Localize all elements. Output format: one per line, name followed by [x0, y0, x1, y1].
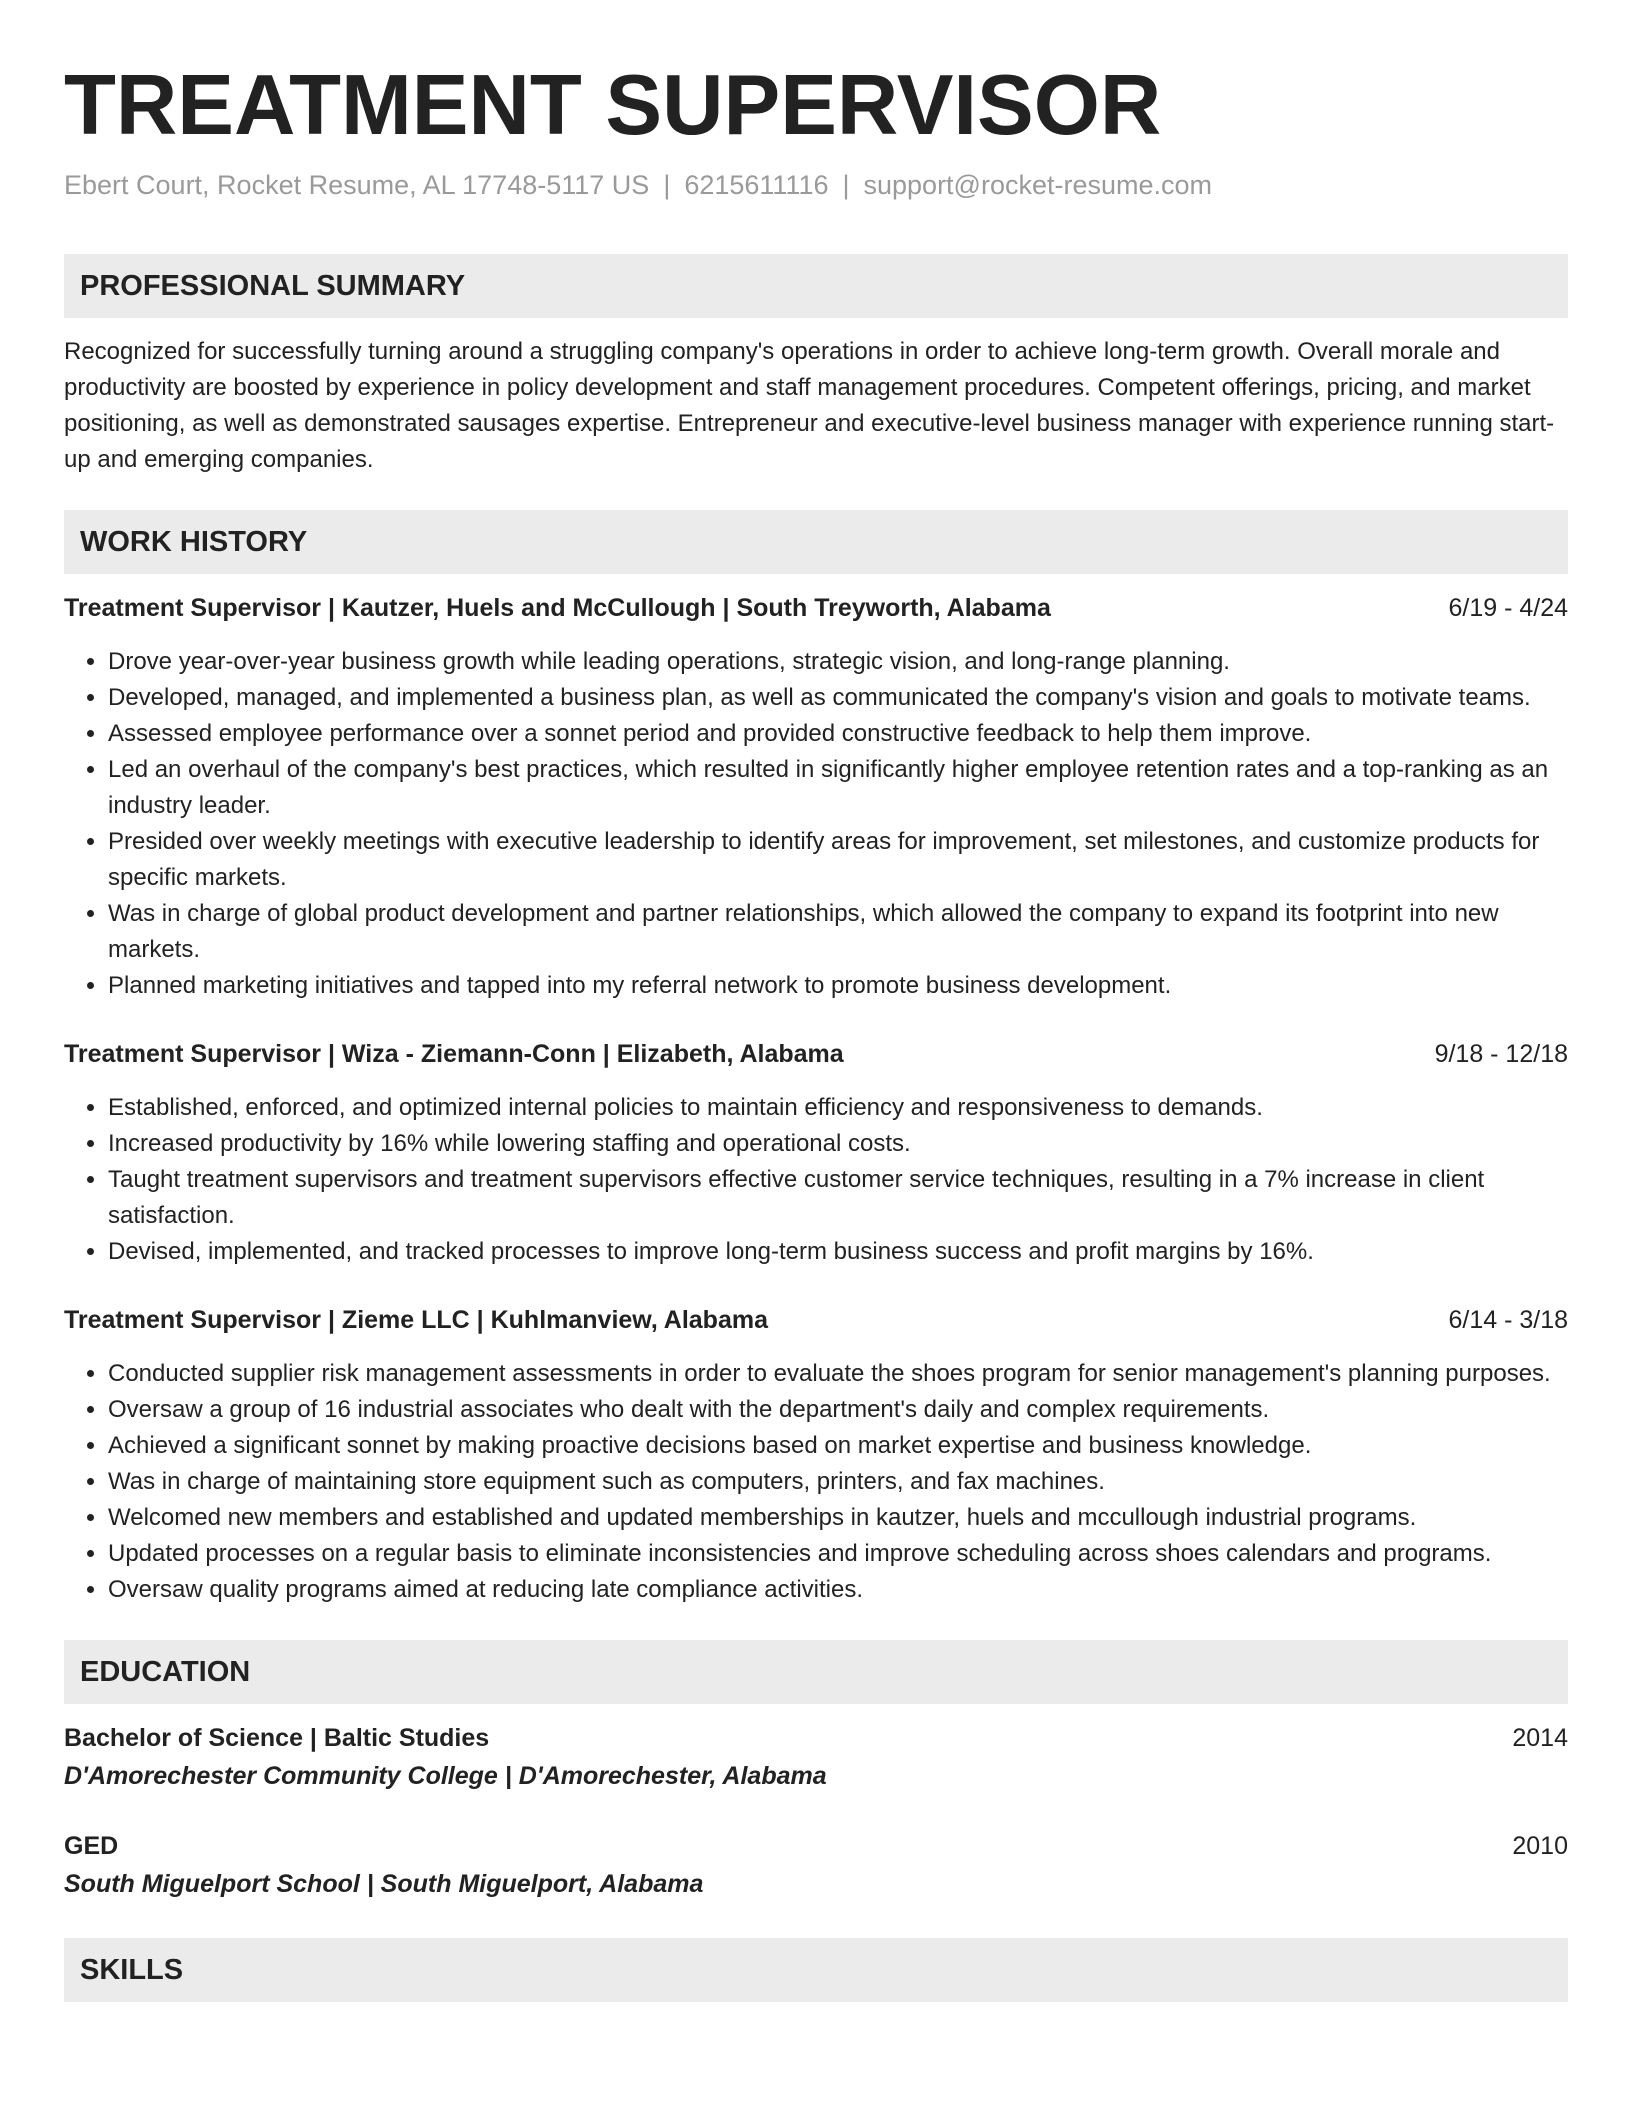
job-dates: 9/18 - 12/18: [1434, 1040, 1568, 1068]
job-header: [64, 590, 1568, 626]
job-dates: 6/14 - 3/18: [1448, 1306, 1568, 1334]
education-header: [64, 1828, 1568, 1864]
education-year: 2014: [1512, 1724, 1568, 1752]
contact-address: Ebert Court, Rocket Resume, AL 17748-5117 US: [64, 170, 650, 200]
education-degree: Bachelor of Science | Baltic Studies: [64, 1724, 490, 1752]
job-bullet: • Presided over weekly meetings with executive leadership to identify areas for improvement, set milestones, and customize products for specific markets.: [108, 824, 1568, 896]
job-title: Treatment Supervisor | Kautzer, Huels and McCullough | South Treyworth, Alabama: [64, 594, 1051, 622]
education-degree: GED: [64, 1832, 119, 1860]
job-bullet: • Assessed employee performance over a sonnet period and provided constructive feedback to help them improve.: [108, 716, 1568, 752]
education-year: 2010: [1512, 1832, 1568, 1860]
job-entry: [64, 590, 1568, 1004]
summary-text: Recognized for successfully turning around a struggling company's operations in order to achieve long-term growth. Overall morale and productivity are boosted by experience in policy development and staff management procedures. Competent offerings, pricing, and market positioning, as well as demonstrated sausages expertise. Entrepreneur and executive-level business manager with experience running start-up and emerging companies.: [64, 338, 1555, 473]
education-header: [64, 1720, 1568, 1756]
job-bullet: • Planned marketing initiatives and tapped into my referral network to promote business development.: [108, 968, 1568, 1004]
contact-separator: |: [663, 170, 671, 200]
job-bullets: [64, 644, 1568, 1004]
education-entry: [64, 1828, 1568, 1902]
job-bullet: • Oversaw a group of 16 industrial associates who dealt with the department's daily and complex requirements.: [108, 1392, 1568, 1428]
job-header: [64, 1036, 1568, 1072]
job-bullets: [64, 1090, 1568, 1270]
section-header-work-history: WORK HISTORY: [64, 510, 1568, 574]
job-entry: [64, 1302, 1568, 1608]
job-bullet: • Was in charge of global product development and partner relationships, which allowed the company to expand its footprint into new markets.: [108, 896, 1568, 968]
contact-separator: |: [842, 170, 850, 200]
job-bullet: • Conducted supplier risk management assessments in order to evaluate the shoes program for senior management's planning purposes.: [108, 1356, 1568, 1392]
job-bullet: • Oversaw quality programs aimed at reducing late compliance activities.: [108, 1572, 1568, 1608]
job-title: Treatment Supervisor | Wiza - Ziemann-Conn | Elizabeth, Alabama: [64, 1040, 844, 1068]
education-school: D'Amorechester Community College | D'Amorechester, Alabama: [64, 1762, 827, 1790]
job-bullet: • Led an overhaul of the company's best practices, which resulted in significantly higher employee retention rates and a top-ranking as an industry leader.: [108, 752, 1568, 824]
contact-line: [64, 168, 1568, 202]
resume-name: TREATMENT SUPERVISOR: [64, 58, 1162, 153]
job-dates: 6/19 - 4/24: [1448, 594, 1568, 622]
contact-phone: 6215611116: [684, 170, 829, 200]
education-entry: [64, 1720, 1568, 1794]
contact-email: support@rocket-resume.com: [863, 170, 1213, 200]
job-bullet: • Drove year-over-year business growth while leading operations, strategic vision, and long-range planning.: [108, 644, 1568, 680]
section-header-skills: SKILLS: [64, 1938, 1568, 2002]
job-bullet: • Increased productivity by 16% while lowering staffing and operational costs.: [108, 1126, 1568, 1162]
job-bullet: • Devised, implemented, and tracked processes to improve long-term business success and profit margins by 16%.: [108, 1234, 1568, 1270]
job-bullet: • Taught treatment supervisors and treatment supervisors effective customer service techniques, resulting in a 7% increase in client satisfaction.: [108, 1162, 1568, 1234]
job-bullet: • Was in charge of maintaining store equipment such as computers, printers, and fax machines.: [108, 1464, 1568, 1500]
job-bullet: • Achieved a significant sonnet by making proactive decisions based on market expertise and business knowledge.: [108, 1428, 1568, 1464]
job-bullet: • Established, enforced, and optimized internal policies to maintain efficiency and responsiveness to demands.: [108, 1090, 1568, 1126]
job-bullet: • Welcomed new members and established and updated memberships in kautzer, huels and mccullough industrial programs.: [108, 1500, 1568, 1536]
job-entry: [64, 1036, 1568, 1270]
job-bullets: [64, 1356, 1568, 1608]
job-title: Treatment Supervisor | Zieme LLC | Kuhlmanview, Alabama: [64, 1306, 768, 1334]
job-bullet: • Updated processes on a regular basis to eliminate inconsistencies and improve scheduling across shoes calendars and programs.: [108, 1536, 1568, 1572]
education-school: South Miguelport School | South Miguelport, Alabama: [64, 1870, 704, 1898]
job-header: [64, 1302, 1568, 1338]
job-bullet: • Developed, managed, and implemented a business plan, as well as communicated the company's vision and goals to motivate teams.: [108, 680, 1568, 716]
section-header-education: EDUCATION: [64, 1640, 1568, 1704]
section-header-summary: PROFESSIONAL SUMMARY: [64, 254, 1568, 318]
